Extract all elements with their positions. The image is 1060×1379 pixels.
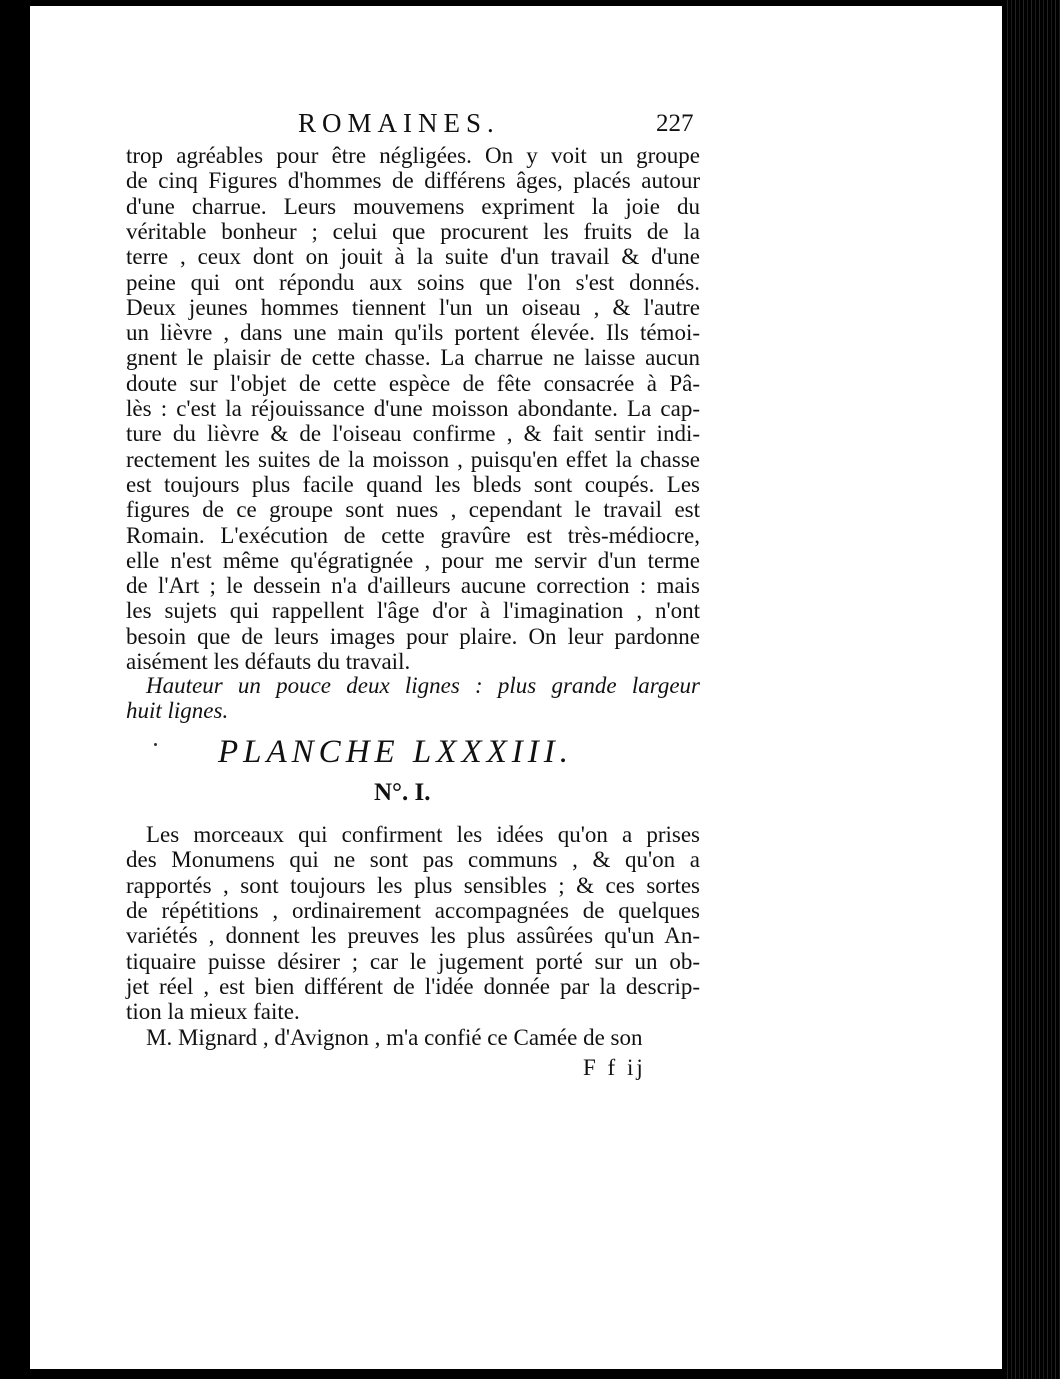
text-line: des Monumens qui ne sont pas communs , & qu'on a [126, 847, 700, 873]
text-line: peine qui ont répondu aux soins que l'on s'est donnés. [126, 269, 700, 295]
text-line: figures de ce groupe sont nues , cependant le travail est [126, 497, 700, 523]
text-line: ture du lièvre & de l'oiseau confirme , & fait sentir indi- [126, 421, 700, 447]
text-line: tion la mieux faite. [126, 999, 300, 1025]
text-line: de cinq Figures d'hommes de différens âges, placés autour [126, 168, 700, 194]
text-line: est toujours plus facile quand les bleds sont coupés. Les [126, 471, 700, 497]
text-line: lès : c'est la réjouissance d'une moisson abondante. La cap- [126, 396, 700, 421]
text-line: terre , ceux dont on jouit à la suite d'un travail & d'une [126, 244, 700, 270]
text-line: rapportés , sont toujours les plus sensibles ; & ces sortes [126, 872, 700, 898]
text-line: doute sur l'objet de cette espèce de fête consacrée à Pâ- [126, 370, 700, 396]
text-line: huit lignes. [126, 698, 229, 724]
text-line: M. Mignard , d'Avignon , m'a confié ce Camée de son [146, 1025, 643, 1050]
text-line: Hauteur un pouce deux lignes : plus grande largeur [146, 673, 700, 698]
plate-heading: PLANCHE LXXXIII. [218, 734, 573, 770]
text-line: jet réel , est bien différent de l'idée donnée par la descrip- [126, 973, 700, 999]
text-line: de l'Art ; le dessein n'a d'ailleurs aucune correction : mais [126, 573, 700, 599]
text-line: tiquaire puisse désirer ; car le jugement porté sur un ob- [126, 948, 700, 974]
text-line: véritable bonheur ; celui que procurent les fruits de la [126, 218, 700, 244]
text-line: de répétitions , ordinairement accompagnées de quelques [126, 897, 700, 923]
text-line: Les morceaux qui confirment les idées qu'on a prises [146, 822, 700, 847]
text-line: trop agréables pour être négligées. On y voit un groupe [126, 143, 700, 168]
text-line: les sujets qui rappellent l'âge d'or à l'imagination , n'ont [126, 598, 700, 624]
text-line: variétés , donnent les preuves les plus assûrées qu'un An- [126, 923, 700, 949]
text-line: gnent le plaisir de cette chasse. La charrue ne laisse aucun [126, 345, 700, 371]
plate-number: N°. I. [374, 779, 431, 806]
text-line: besoin que de leurs images pour plaire. On leur pardonne [126, 623, 700, 649]
text-line: Deux jeunes hommes tiennent l'un un oiseau , & l'autre [126, 294, 700, 320]
text-line: un lièvre , dans une main qu'ils portent élevée. Ils témoi- [126, 320, 700, 346]
signature-mark: F f ij [583, 1055, 646, 1080]
text-line: elle n'est même qu'égratignée , pour me servir d'un terme [126, 547, 700, 573]
text-line: Romain. L'exécution de cette gravûre est très-médiocre, [126, 522, 700, 548]
text-line: rectement les suites de la moisson , puisqu'en effet la chasse [126, 446, 700, 472]
print-speck [154, 743, 157, 746]
page-number: 227 [656, 110, 694, 137]
text-line: d'une charrue. Leurs mouvemens expriment la joie du [126, 193, 700, 219]
running-title: ROMAINES. [298, 108, 500, 138]
text-line: aisément les défauts du travail. [126, 649, 411, 674]
page-edge [1004, 0, 1060, 1379]
